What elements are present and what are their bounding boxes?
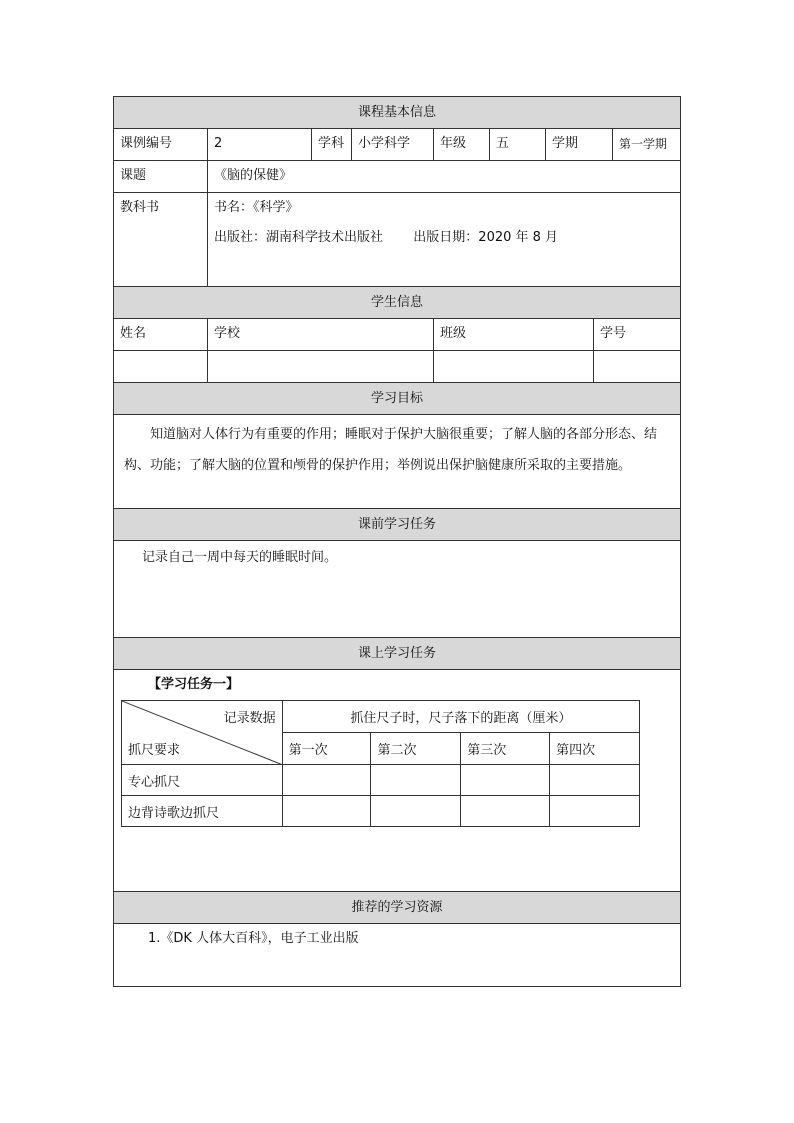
textbook-info	[208, 193, 680, 286]
school-label: 学校	[208, 319, 434, 350]
trial-3-header: 第三次	[461, 733, 550, 765]
diag-top-label: 记录数据	[223, 711, 276, 726]
id-value[interactable]	[594, 351, 680, 382]
term-label: 学期	[546, 129, 613, 160]
student-value-row	[114, 351, 680, 383]
row-label-focused: 专心抓尺	[122, 765, 283, 796]
data-cell[interactable]	[461, 765, 550, 796]
row-label-reciting: 边背诗歌边抓尺	[122, 796, 283, 827]
class-label: 班级	[434, 319, 594, 350]
section-header-pre-task: 课前学习任务	[114, 509, 680, 541]
data-cell[interactable]	[371, 765, 461, 796]
name-label: 姓名	[114, 319, 208, 350]
data-cell[interactable]	[550, 796, 640, 827]
table-row	[122, 765, 640, 796]
basic-info-row	[114, 129, 680, 161]
trial-4-header: 第四次	[550, 733, 640, 765]
trial-2-header: 第二次	[371, 733, 461, 765]
school-value[interactable]	[208, 351, 434, 382]
grade-label: 年级	[434, 129, 490, 160]
section-header-basic: 课程基本信息	[114, 97, 680, 129]
distance-span-header: 抓住尺子时，尺子落下的距离（厘米）	[282, 701, 639, 733]
resource-item-1: 1.《DK 人体大百科》，电子工业出版	[148, 931, 359, 946]
ruler-catch-table	[121, 700, 640, 827]
pub-date: 出版日期：2020 年 8 月	[413, 230, 559, 245]
publisher: 出版社：湖南科学技术出版社	[214, 230, 384, 245]
class-task-row	[114, 670, 680, 892]
publisher-line	[214, 223, 680, 253]
section-header-class-task: 课上学习任务	[114, 638, 680, 670]
topic-value: 《脑的保健》	[214, 168, 293, 183]
goals-row	[114, 415, 680, 509]
textbook-row	[114, 193, 680, 287]
lesson-no-value: 2	[208, 129, 312, 160]
table-row	[122, 796, 640, 827]
diagonal-header-cell	[122, 701, 283, 765]
name-value[interactable]	[114, 351, 208, 382]
term-value: 第一学期	[619, 137, 668, 151]
section-header-resources: 推荐的学习资源	[114, 892, 680, 924]
data-cell[interactable]	[282, 796, 371, 827]
task-title: 【学习任务一】	[148, 677, 240, 692]
class-value[interactable]	[434, 351, 594, 382]
goals-text: 知道脑对人体行为有重要的作用；睡眠对于保护大脑很重要；了解人脑的各部分形态、结构、功能；了解大脑的位置和颅骨的保护作用；举例说出保护脑健康所采取的主要措施。	[124, 427, 658, 473]
section-header-student: 学生信息	[114, 287, 680, 319]
data-cell[interactable]	[371, 796, 461, 827]
table-header-row-1	[122, 701, 640, 733]
topic-label: 课题	[114, 161, 208, 192]
data-cell[interactable]	[461, 796, 550, 827]
data-cell[interactable]	[550, 765, 640, 796]
trial-1-header: 第一次	[282, 733, 371, 765]
book-name: 书名：《科学》	[214, 200, 299, 215]
resources-row	[114, 924, 680, 986]
lesson-no-label: 课例编号	[114, 129, 208, 160]
student-label-row	[114, 319, 680, 351]
pre-task-text: 记录自己一周中每天的睡眠时间。	[142, 550, 338, 565]
pre-task-row	[114, 541, 680, 638]
topic-row	[114, 161, 680, 193]
subject-value: 小学科学	[352, 129, 434, 160]
data-cell[interactable]	[282, 765, 371, 796]
lesson-form	[113, 96, 681, 987]
subject-label: 学科	[312, 129, 352, 160]
diag-bottom-label: 抓尺要求	[128, 743, 181, 758]
section-header-goals: 学习目标	[114, 383, 680, 415]
textbook-label: 教科书	[114, 193, 208, 286]
id-label: 学号	[600, 326, 627, 341]
grade-value: 五	[490, 129, 546, 160]
